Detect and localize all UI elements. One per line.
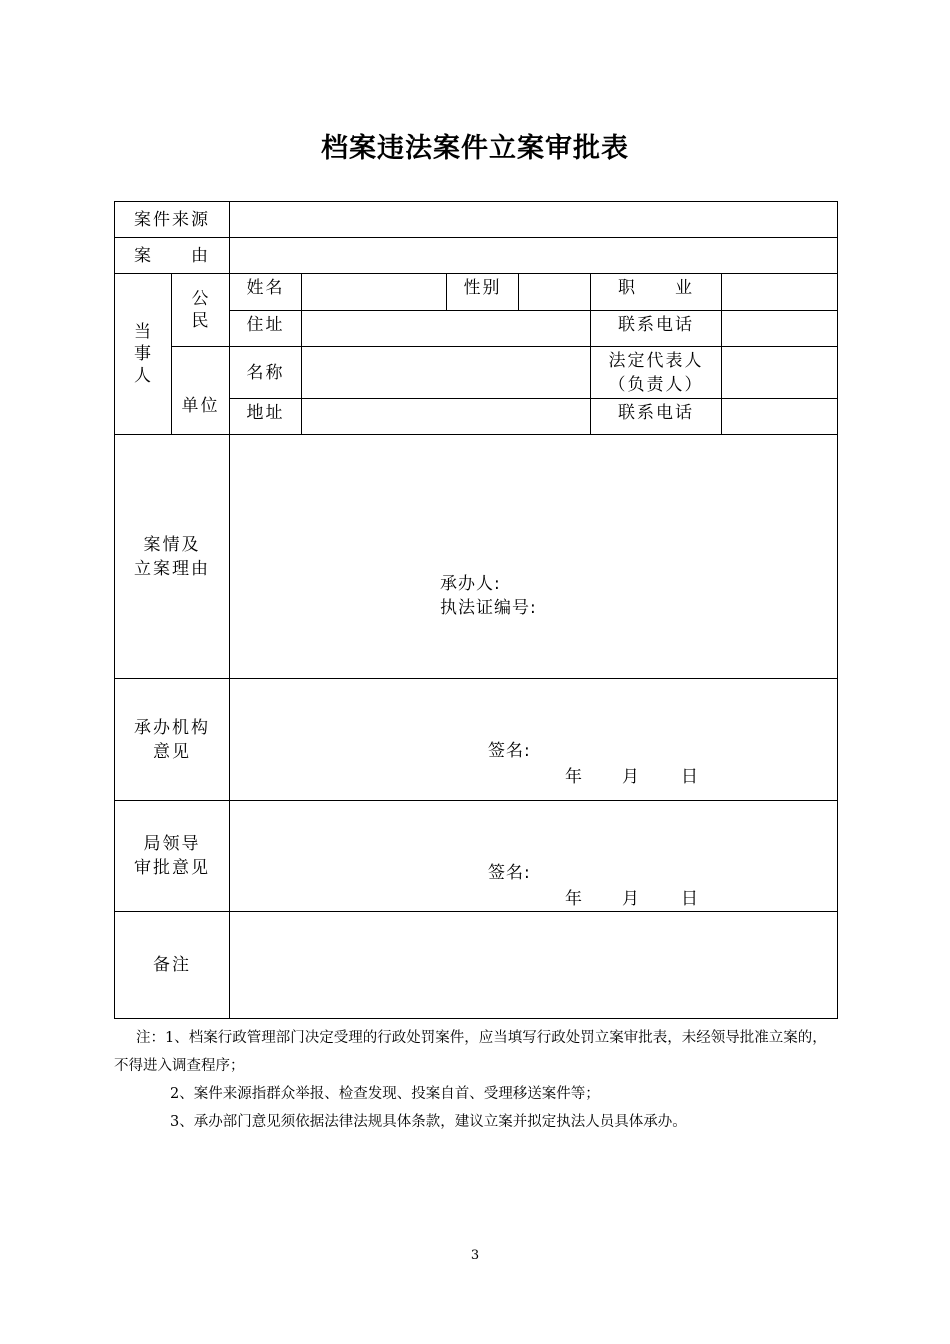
legal-rep-label-cell <box>591 347 722 399</box>
org-signature-label: 签名: <box>488 741 531 761</box>
note-line-3: 3、承办部门意见须依据法律法规具体条款，建议立案并拟定执法人员具体承办。 <box>170 1114 687 1130</box>
approval-form-table <box>114 201 838 1019</box>
org-opinion-label-cell <box>115 679 230 801</box>
case-source-field[interactable] <box>230 202 838 238</box>
citizen-label: 公民 <box>191 288 211 331</box>
legal-rep-field[interactable] <box>722 347 838 399</box>
legal-rep-sublabel: （负责人） <box>608 374 704 395</box>
handler-label: 承办人: <box>440 574 501 594</box>
leader-opinion-label-cell <box>115 801 230 912</box>
remark-label: 备注 <box>115 912 230 1019</box>
org-month-label: 月 <box>622 767 640 787</box>
leader-opinion-label-2: 审批意见 <box>134 858 210 878</box>
unit-label: 单位 <box>172 347 230 435</box>
gender-field[interactable] <box>519 274 591 311</box>
case-cause-label: 案 由 <box>115 238 230 274</box>
org-opinion-label-2: 意见 <box>153 741 191 762</box>
org-day-label: 日 <box>681 767 699 787</box>
phone-label: 联系电话 <box>591 311 722 347</box>
name-label: 姓名 <box>230 274 302 311</box>
occupation-field[interactable] <box>722 274 838 311</box>
party-label: 当事人 <box>134 321 153 386</box>
notes-section <box>114 1024 839 1136</box>
occupation-label: 职 业 <box>591 274 722 311</box>
case-details-label: 案情及 <box>143 534 201 555</box>
unit-address-label: 地址 <box>230 399 302 435</box>
note-line-2: 2、案件来源指群众举报、检查发现、投案自首、受理移送案件等； <box>170 1086 600 1102</box>
leader-day-label: 日 <box>681 889 699 909</box>
case-source-label: 案件来源 <box>115 202 230 238</box>
leader-opinion-field[interactable] <box>230 801 838 912</box>
remark-field[interactable] <box>230 912 838 1019</box>
case-details-field[interactable] <box>230 435 838 679</box>
org-year-label: 年 <box>565 767 583 787</box>
unit-address-field[interactable] <box>302 399 591 435</box>
case-reason-label: 立案理由 <box>134 558 210 579</box>
document-title: 档案违法案件立案审批表 <box>321 133 629 164</box>
license-number-label: 执法证编号: <box>440 598 537 618</box>
unit-name-field[interactable] <box>302 347 591 399</box>
case-details-label-cell <box>115 435 230 679</box>
org-opinion-field[interactable] <box>230 679 838 801</box>
gender-label: 性别 <box>447 274 519 311</box>
page-number: 3 <box>470 1248 480 1263</box>
name-field[interactable] <box>302 274 447 311</box>
unit-name-label: 名称 <box>230 347 302 399</box>
legal-rep-label: 法定代表人 <box>608 350 704 371</box>
party-label-cell <box>115 274 172 435</box>
case-cause-field[interactable] <box>230 238 838 274</box>
address-field[interactable] <box>302 311 591 347</box>
address-label: 住址 <box>230 311 302 347</box>
leader-year-label: 年 <box>565 889 583 909</box>
note-line-1: 注：1、档案行政管理部门决定受理的行政处罚案件，应当填写行政处罚立案审批表，未经领导批准立案的，不得进入调查程序； <box>114 1030 827 1074</box>
leader-opinion-label: 局领导 <box>143 834 201 854</box>
citizen-label-cell <box>172 274 230 347</box>
org-opinion-label: 承办机构 <box>134 717 210 738</box>
leader-month-label: 月 <box>622 889 640 909</box>
unit-phone-label: 联系电话 <box>591 399 722 435</box>
leader-signature-label: 签名: <box>488 863 531 883</box>
phone-field[interactable] <box>722 311 838 347</box>
unit-phone-field[interactable] <box>722 399 838 435</box>
